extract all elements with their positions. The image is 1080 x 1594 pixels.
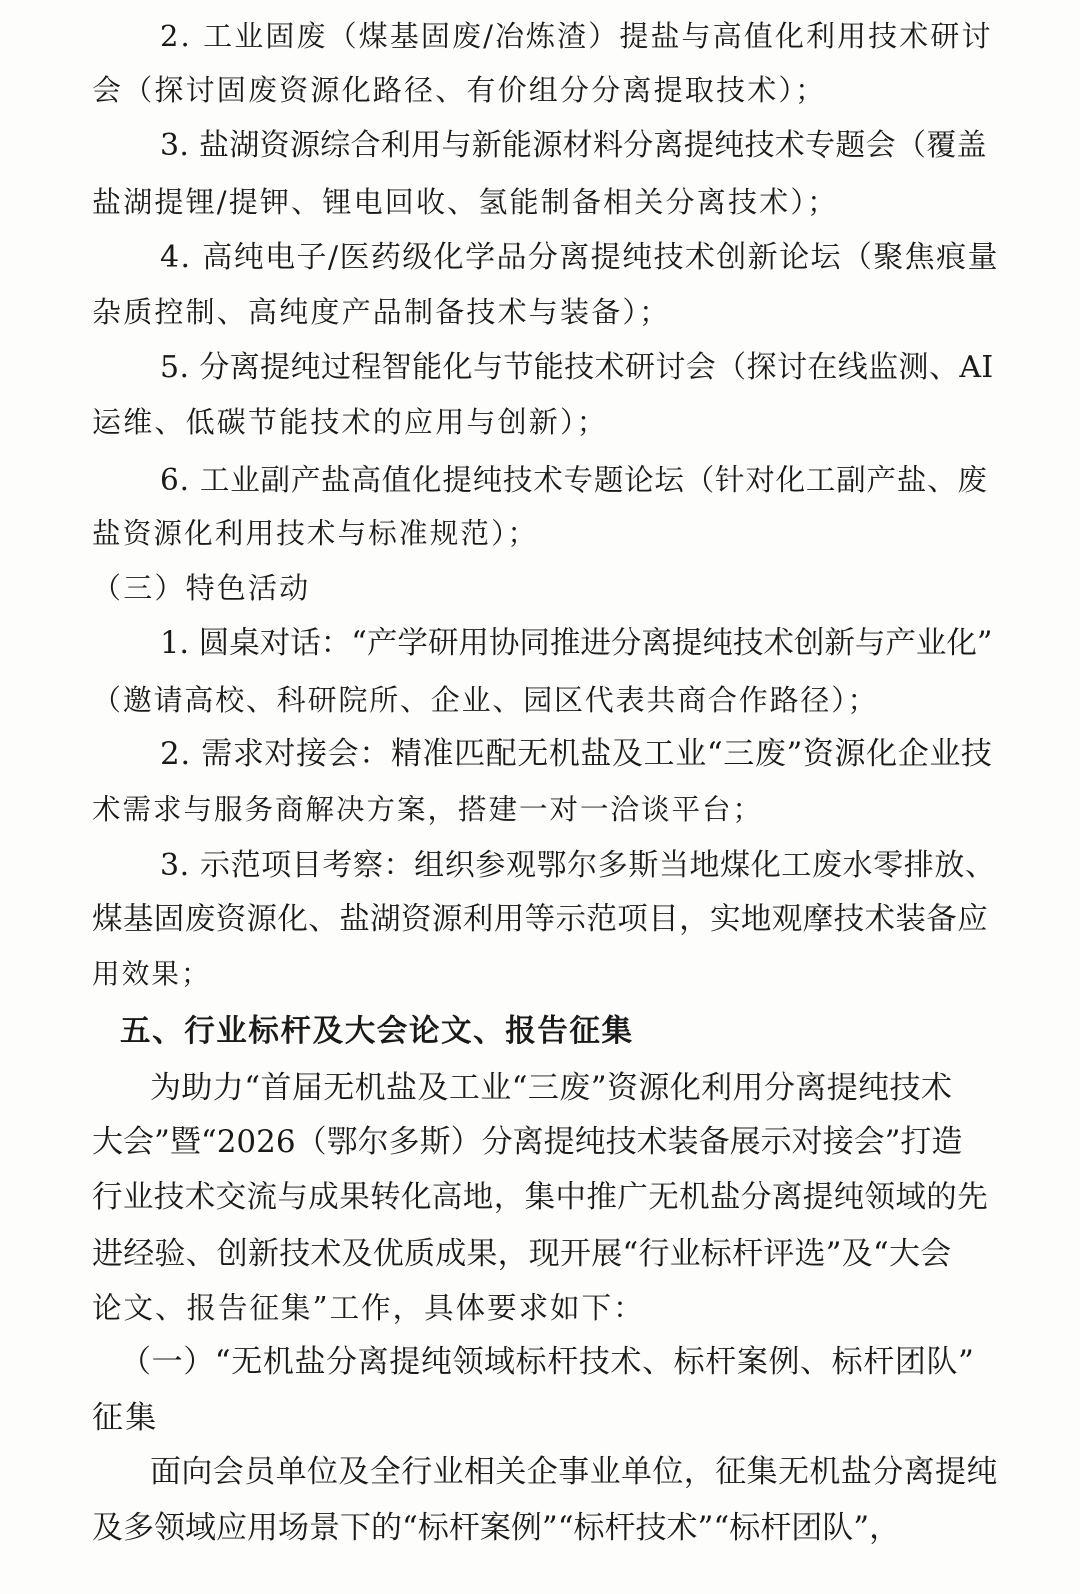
subsection-heading: 征集 — [92, 1400, 159, 1436]
text-line: 盐湖提锂/提钾、锂电回收、氢能制备相关分离技术）； — [92, 185, 839, 219]
text-line: （邀请高校、科研院所、企业、园区代表共商合作路径）； — [92, 683, 879, 717]
text-line: 2. 需求对接会：精准匹配无机盐及工业“三废”资源化企业技 — [160, 736, 993, 772]
text-line: 为助力“首届无机盐及工业“三废”资源化利用分离提纯技术 — [150, 1070, 953, 1106]
text-line: 杂质控制、高纯度产品制备技术与装备）； — [92, 295, 671, 329]
text-line: 4. 高纯电子/医药级化学品分离提纯技术创新论坛（聚焦痕量 — [160, 240, 999, 275]
text-line: 面向会员单位及全行业相关企事业单位，征集无机盐分离提纯 — [150, 1454, 998, 1490]
text-line: 运维、低碳节能技术的应用与创新）； — [92, 405, 608, 439]
text-line: 煤基固废资源化、盐湖资源利用等示范项目，实地观摩技术装备应 — [92, 902, 989, 937]
text-line: 行业技术交流与成果转化高地，集中推广无机盐分离提纯领域的先 — [92, 1180, 989, 1215]
text-line: 及多领域应用场景下的“标杆案例”“标杆技术”“标杆团队”， — [92, 1510, 901, 1546]
subsection-heading: （一）“无机盐分离提纯领域标杆技术、标杆案例、标杆团队” — [120, 1344, 975, 1380]
section-heading: 五、行业标杆及大会论文、报告征集 — [120, 1014, 634, 1049]
text-line: 2. 工业固废（煤基固废/冶炼渣）提盐与高值化利用技术研讨 — [160, 19, 993, 53]
text-line: 6. 工业副产盐高值化提纯技术专题论坛（针对化工副产盐、废 — [160, 463, 988, 497]
text-line: 5. 分离提纯过程智能化与节能技术研讨会（探讨在线监测、AI — [160, 350, 994, 385]
section-heading: （三）特色活动 — [92, 571, 311, 605]
text-line: 术需求与服务商解决方案，搭建一对一洽谈平台； — [92, 793, 764, 826]
text-line: 1. 圆桌对话：“产学研用协同推进分离提纯技术创新与产业化” — [160, 626, 993, 661]
text-line: 会（探讨固废资源化路径、有价组分分离提取技术）； — [92, 73, 827, 107]
text-line: 进经验、创新技术及优质成果，现开展“行业标杆评选”及“大会 — [92, 1236, 952, 1272]
text-line: 用效果； — [92, 958, 211, 990]
text-line: 3. 示范项目考察：组织参观鄂尔多斯当地煤化工废水零排放、 — [160, 848, 996, 883]
text-line: 论文、报告征集”工作，具体要求如下： — [92, 1291, 645, 1325]
text-line: 盐资源化利用技术与标准规范）； — [92, 517, 539, 550]
text-line: 大会”暨“2026（鄂尔多斯）分离提纯技术装备展示对接会”打造 — [92, 1124, 963, 1160]
text-line: 3. 盐湖资源综合利用与新能源材料分离提纯技术专题会（覆盖 — [160, 128, 987, 163]
